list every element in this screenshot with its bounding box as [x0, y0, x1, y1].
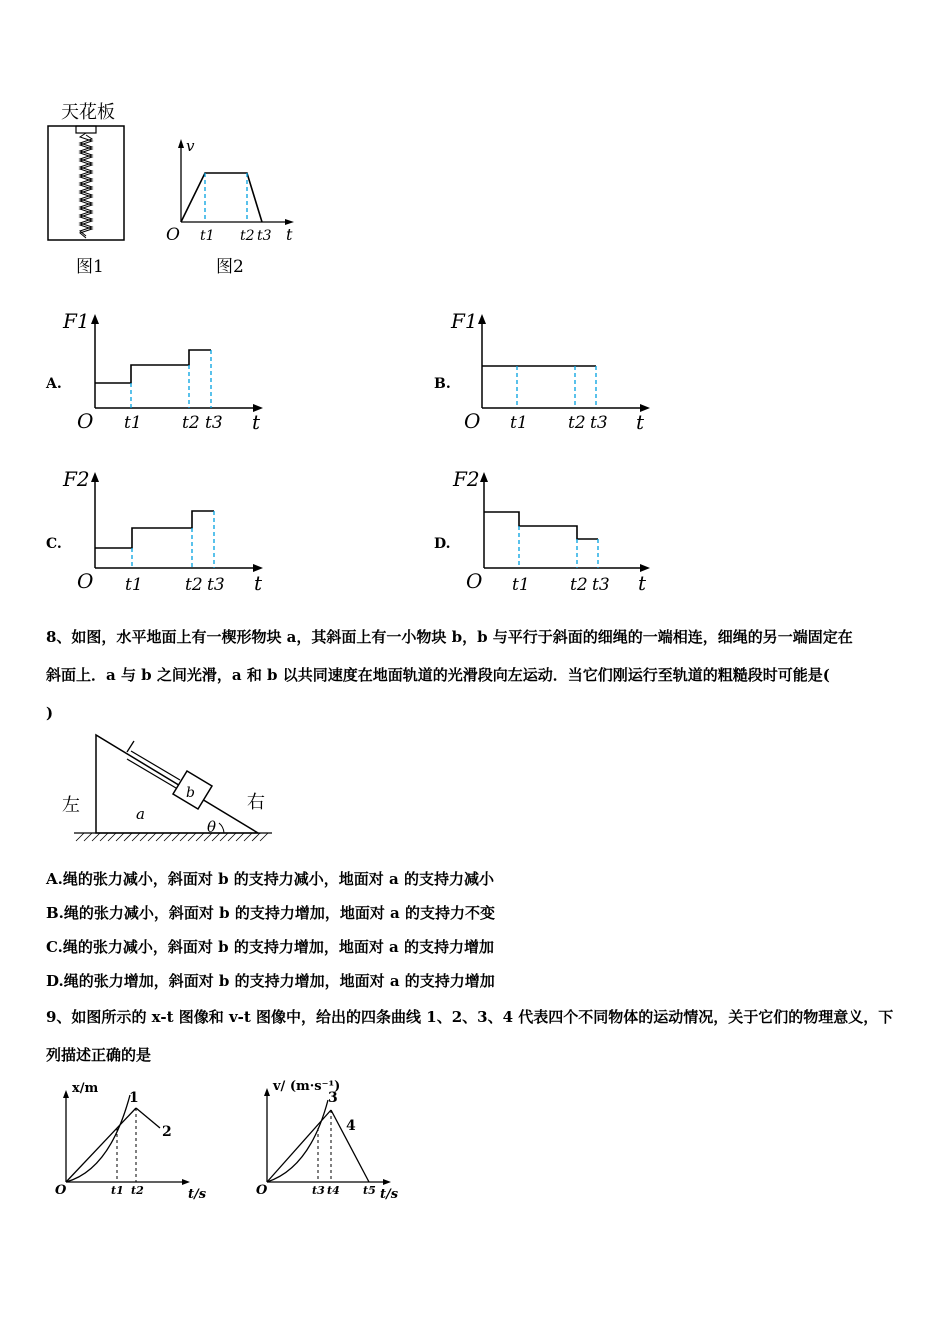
option-d-tick-t3: t3 — [592, 575, 610, 595]
vt-graph — [256, 1079, 399, 1202]
right-label: 右 — [247, 792, 265, 813]
xt-curve-2 — [66, 1108, 136, 1182]
option-a-axis-x: t — [252, 410, 261, 434]
block-a-label: a — [136, 805, 145, 823]
xt-axis-x: t/s — [188, 1187, 207, 1202]
option-b-axis-y: F1 — [451, 309, 478, 333]
vt-curve-3 — [267, 1100, 328, 1182]
option-c-tick-t3: t3 — [207, 575, 225, 595]
vt-curve-label-3: 3 — [328, 1090, 338, 1106]
option-b-tick-t2: t2 — [568, 413, 586, 433]
xt-origin: O — [55, 1183, 67, 1198]
xt-tick-t2: t2 — [131, 1184, 144, 1197]
vt-tick-t3: t3 — [312, 1184, 325, 1197]
q9-line-1: 9、如图所示的 x-t 图像和 v-t 图像中，给出的四条曲线 1、2、3、4 代表四个不同物体的运动情况，关于它们的物理意义，下 — [46, 1008, 894, 1026]
option-b-axis-x: t — [636, 410, 645, 434]
xt-tick-t1: t1 — [111, 1184, 124, 1197]
q8-option-c[interactable]: C.绳的张力减小，斜面对 b 的支持力增加，地面对 a 的支持力增加 — [46, 938, 494, 956]
q9-line-2: 列描述正确的是 — [46, 1046, 152, 1064]
option-a-origin: O — [77, 409, 94, 433]
option-c-label: C. — [46, 536, 62, 552]
xt-curve-label-2: 2 — [162, 1124, 172, 1140]
xt-curve-1 — [66, 1095, 130, 1182]
fig2-tick-t3: t3 — [257, 228, 272, 244]
option-d-label: D. — [434, 536, 451, 552]
option-d-tick-t2: t2 — [570, 575, 588, 595]
fig2-axis-t: t — [286, 225, 293, 244]
q8-line-3: ) — [46, 704, 54, 722]
q8-option-a[interactable]: A.绳的张力减小，斜面对 b 的支持力减小，地面对 a 的支持力减小 — [46, 870, 494, 888]
xt-curve-label-1: 1 — [129, 1090, 139, 1106]
option-d-tick-t1: t1 — [512, 575, 530, 595]
q8-option-d[interactable]: D.绳的张力增加，斜面对 b 的支持力增加，地面对 a 的支持力增加 — [46, 972, 495, 990]
left-label: 左 — [62, 795, 80, 816]
figure-2-caption: 图2 — [216, 257, 244, 277]
option-c-axis-x: t — [254, 571, 263, 595]
vt-tick-t5: t5 — [363, 1184, 376, 1197]
option-d-axis-x: t — [638, 571, 647, 595]
option-a-tick-t3: t3 — [205, 413, 223, 433]
q8-line-1: 8、如图，水平地面上有一楔形物块 a，其斜面上有一小物块 b，b 与平行于斜面的细绳的一端相连，细绳的另一端固定在 — [46, 628, 853, 646]
option-a-tick-t2: t2 — [182, 413, 200, 433]
option-c-tick-t1: t1 — [125, 575, 143, 595]
option-c-origin: O — [77, 569, 94, 593]
xt-graph — [55, 1081, 207, 1202]
fig2-origin: O — [166, 225, 180, 245]
vt-origin: O — [256, 1183, 268, 1198]
option-b-tick-t3: t3 — [590, 413, 608, 433]
xt-axis-y: x/m — [72, 1081, 99, 1096]
vt-axis-y: v/ (m·s⁻¹) — [273, 1079, 341, 1094]
fig2-tick-t1: t1 — [200, 228, 215, 244]
option-b-tick-t1: t1 — [510, 413, 528, 433]
option-d-axis-y: F2 — [453, 467, 480, 491]
option-c-tick-t2: t2 — [185, 575, 203, 595]
option-a-tick-t1: t1 — [124, 413, 142, 433]
fig2-tick-t2: t2 — [240, 228, 255, 244]
ceiling-label: 天花板 — [61, 102, 115, 123]
fig2-axis-v: v — [186, 137, 195, 155]
q8-option-b[interactable]: B.绳的张力减小，斜面对 b 的支持力增加，地面对 a 的支持力不变 — [46, 904, 495, 922]
block-b-label: b — [186, 785, 195, 801]
angle-theta: θ — [207, 818, 217, 836]
vt-tick-t4: t4 — [327, 1184, 340, 1197]
figure-1-caption: 图1 — [76, 257, 104, 277]
option-c-axis-y: F2 — [63, 467, 90, 491]
vt-axis-x: t/s — [380, 1187, 399, 1202]
option-b-label: B. — [434, 376, 451, 392]
option-d-origin: O — [466, 569, 483, 593]
option-b-origin: O — [464, 409, 481, 433]
vt-curve-label-4: 4 — [346, 1118, 356, 1134]
q8-line-2: 斜面上．a 与 b 之间光滑，a 和 b 以共同速度在地面轨道的光滑段向左运动．当它们刚运行至轨道的粗糙段时可能是( — [46, 666, 830, 684]
option-a-label: A. — [46, 376, 62, 392]
option-a-axis-y: F1 — [63, 309, 90, 333]
